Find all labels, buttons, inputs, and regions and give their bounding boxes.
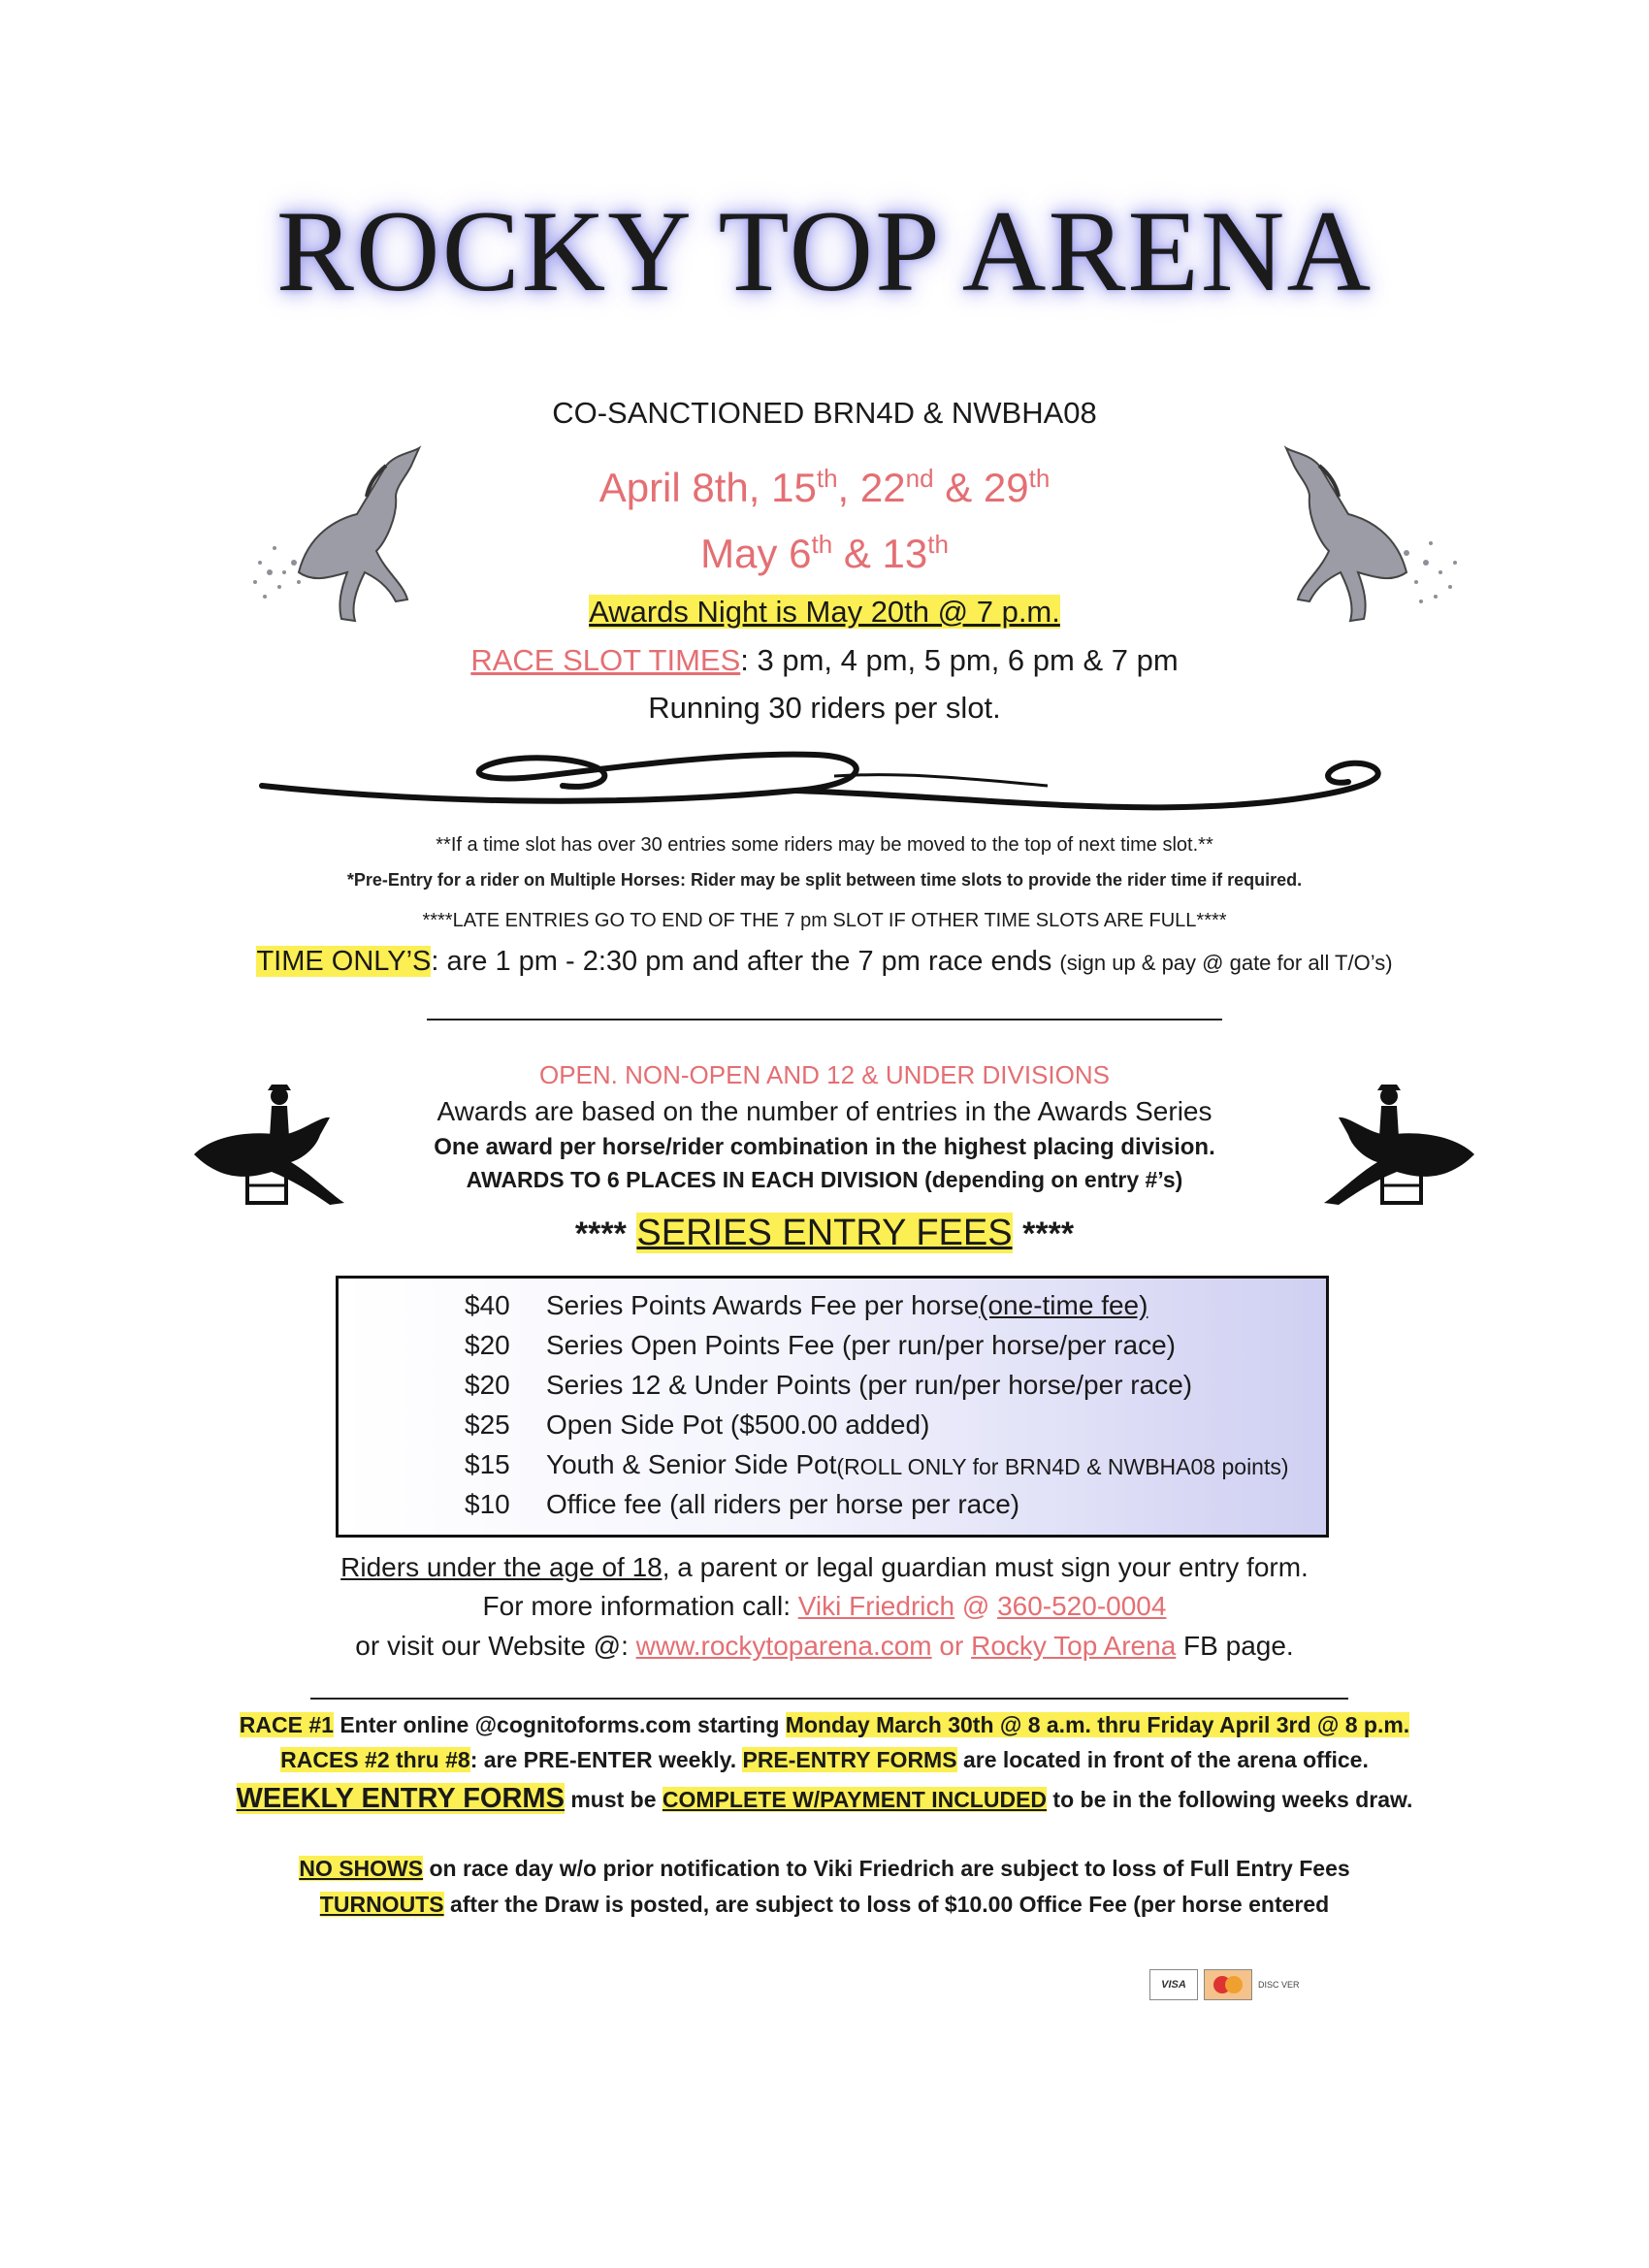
riders-per-slot: Running 30 riders per slot. [648,691,1001,725]
divisions-heading: OPEN. NON-OPEN AND 12 & UNDER DIVISIONS [538,1060,1110,1089]
fee-row: $20 Series Open Points Fee (per run/per horse/per race) [465,1330,1176,1360]
fee-row: $15 Youth & Senior Side Pot (ROLL ONLY for BRN4D & NWBHA08 points) [465,1449,1289,1479]
race-1-info: RACE #1 Enter online @cognitoforms.com starting Monday March 30th @ 8 a.m. thru Friday April 3rd @ 8 p.m. [239,1712,1410,1737]
contact-call: For more information call: Viki Friedrich @ 360-520-0004 [482,1591,1167,1621]
fee-row: $10 Office fee (all riders per horse per race) [465,1489,1020,1519]
contact-website: or visit our Website @: www.rockytoparena.com or Rocky Top Arena FB page. [355,1631,1294,1661]
contact-name-link[interactable]: Viki Friedrich [797,1591,955,1621]
awards-night: Awards Night is May 20th @ 7 p.m. [589,595,1060,629]
note-overflow: **If a time slot has over 30 entries some riders may be moved to the top of next time slot.** [436,834,1213,856]
divisions-line-1: Awards are based on the number of entries in the Awards Series [436,1096,1212,1126]
phone-link[interactable]: 360-520-0004 [997,1591,1167,1621]
facebook-link[interactable]: Rocky Top Arena [971,1631,1177,1661]
divider-2 [310,1698,1348,1700]
fees-table [336,1276,1329,1538]
time-only-line: TIME ONLY’S: are 1 pm - 2:30 pm and after the 7 pm race ends (sign up & pay @ gate for all T/O’s) [256,946,1393,977]
divider-1 [427,1019,1222,1021]
visa-card-icon: VISA [1149,1969,1198,2000]
mastercard-icon [1204,1969,1252,2000]
races-2-8-info: RACES #2 thru #8: are PRE-ENTER weekly. PRE-ENTRY FORMS are located in front of the arena office. [280,1747,1369,1772]
fee-row: $25 Open Side Pot ($500.00 added) [465,1409,930,1440]
weekly-forms-info: WEEKLY ENTRY FORMS must be COMPLETE W/PAYMENT INCLUDED to be in the following weeks draw. [236,1783,1413,1814]
fee-row: $40 Series Points Awards Fee per horse (one-time fee) [465,1290,1148,1320]
page-title: ROCKY TOP ARENA [275,186,1374,315]
divisions-line-3: AWARDS TO 6 PLACES IN EACH DIVISION (depending on entry #’s) [466,1167,1183,1192]
website-link[interactable]: www.rockytoparena.com [635,1631,932,1661]
fee-row: $20 Series 12 & Under Points (per run/per horse/per race) [465,1370,1193,1400]
note-preentry: *Pre-Entry for a rider on Multiple Horses: Rider may be split between time slots to provide the rider time if required. [346,870,1303,890]
payment-cards [1149,1969,1307,2000]
may-dates: May 6th & 13th [700,530,949,576]
no-shows-info: NO SHOWS on race day w/o prior notification to Viki Friedrich are subject to loss of Full Entry Fees [299,1856,1350,1881]
april-dates: April 8th, 15th, 22nd & 29th [598,464,1051,510]
turnouts-info: TURNOUTS after the Draw is posted, are subject to loss of $10.00 Office Fee (per horse entered [319,1892,1330,1917]
fees-heading: **** SERIES ENTRY FEES **** [574,1213,1075,1253]
note-late-entries: ****LATE ENTRIES GO TO END OF THE 7 pm SLOT IF OTHER TIME SLOTS ARE FULL**** [422,910,1227,931]
divisions-line-2: One award per horse/rider combination in the highest placing division. [434,1134,1215,1160]
discover-card-icon: DISC VER [1258,1980,1300,1990]
race-slot-times: RACE SLOT TIMES: 3 pm, 4 pm, 5 pm, 6 pm & 7 pm [470,643,1179,677]
swirl-divider-icon [252,737,1397,825]
sanction-line: CO-SANCTIONED BRN4D & NWBHA08 [552,396,1097,430]
minors-notice: Riders under the age of 18, a parent or legal guardian must sign your entry form. [340,1552,1309,1582]
